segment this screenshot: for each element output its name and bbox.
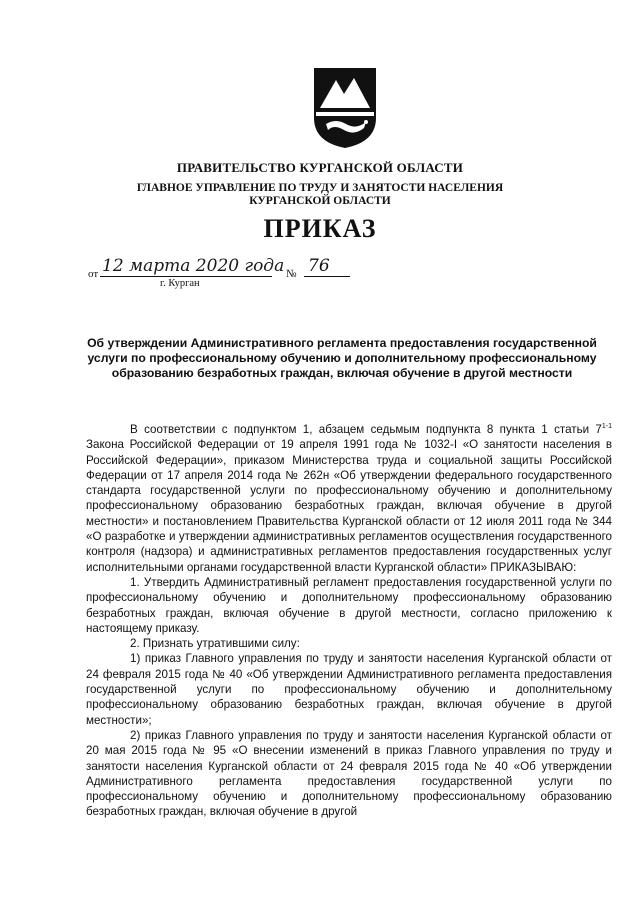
document-body — [86, 422, 612, 820]
body-paragraph: 1) приказ Главного управления по труду и занятости населения Курганской области от 24 февраля 2015 года № 40 «Об утверждении Административного регламента предоставления государственной услуги по профессиональному обучению и дополнительному профессиональному образованию безработных граждан, включая обучение в другой местности»; — [86, 652, 612, 727]
body-paragraph: 2. Признать утратившими силу: — [130, 637, 300, 651]
body-paragraph: 2) приказ Главного управления по труду и занятости населения Курганской области от 20 мая 2015 года № 95 «О внесении изменений в приказ Главного управления по труду и занятости населения Курганской области от 24 февраля 2015 года № 40 «Об утверждении Административного регламента предоставления государственной услуги по профессиональному обучению и дополнительному профессиональному образованию безработных граждан, включая обучение в другой — [86, 728, 612, 819]
document-heading: Об утверждении Административного регламента предоставления государственной услуги по профессиональному обучению и дополнительному профессиональному образованию безработных граждан, включая обучение в другой местности — [87, 336, 597, 380]
body-text: В соответствии с подпунктом 1, абзацем седьмым подпункта 8 пункта 1 статьи 7 — [130, 423, 602, 436]
body-text: Закона Российской Федерации от 19 апреля 1991 года № 1032-I «О занятости населения в Российской Федерации», приказом Министерства труда и социальной защиты Российской Федерации от 17 апреля 2014 года № 262н «Об утверждении федерального государственного стандарта государственной услуги по профессиональному обучению и дополнительному профессиональному образованию безработных граждан, включая обучение в другой местности» и постановлением Правительства Курганской области от 12 июля 2011 года № 344 «О разработке и утверждении административных регламентов осуществления государственного контроля (надзора) и административных регламентов предоставления государственных услуг исполнительными органами государственной власти Курганской области» ПРИКАЗЫВАЮ: — [86, 438, 612, 574]
org-name-government: ПРАВИТЕЛЬСТВО КУРГАНСКОЙ ОБЛАСТИ — [176, 160, 464, 175]
org-name-department — [0, 182, 640, 208]
body-paragraph: 1. Утвердить Административный регламент предоставления государственной услуги по профессиональному обучению и дополнительному профессиональному образованию безработных граждан, включая обучение в другой местности, согласно приложению к настоящему приказу. — [86, 575, 612, 635]
org-name-line: ГЛАВНОЕ УПРАВЛЕНИЕ ПО ТРУДУ И ЗАНЯТОСТИ НАСЕЛЕНИЯ — [136, 182, 504, 194]
date-prefix: от — [88, 268, 99, 280]
handwritten-number: 76 — [308, 256, 330, 276]
document-type-title: ПРИКАЗ — [263, 214, 377, 243]
body-paragraph — [86, 422, 612, 575]
document-dateline — [88, 258, 388, 288]
date-underline — [100, 276, 272, 277]
org-name-line: КУРГАНСКОЙ ОБЛАСТИ — [249, 195, 391, 207]
superscript: 1-1 — [601, 423, 612, 431]
number-underline — [304, 276, 350, 277]
handwritten-date: 12 марта 2020 года — [102, 256, 285, 276]
kurgan-coat-of-arms-icon — [310, 66, 380, 150]
document-city: г. Курган — [160, 278, 200, 289]
number-label: № — [286, 268, 297, 280]
